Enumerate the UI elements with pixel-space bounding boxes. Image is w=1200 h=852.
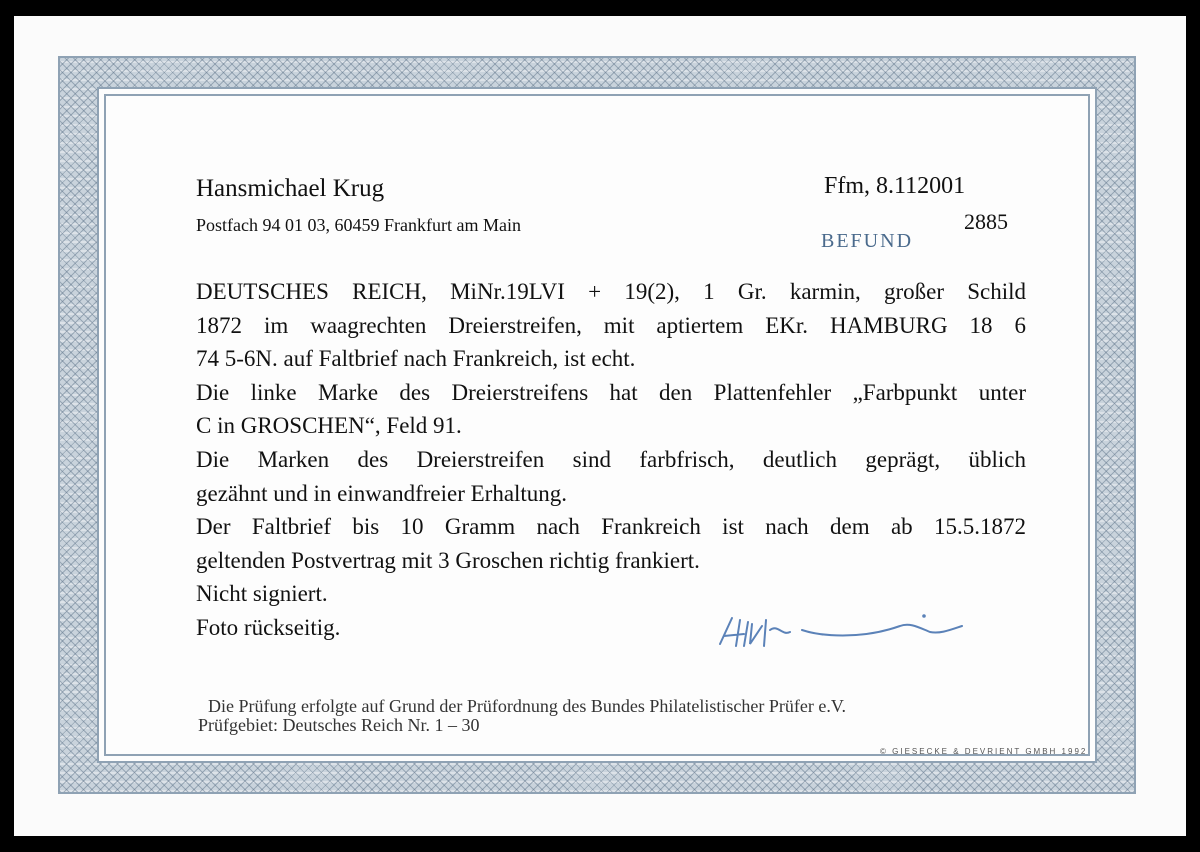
body-line: geltenden Postvertrag mit 3 Groschen richtig frankiert. [196, 547, 700, 573]
body-line: Die Marken des Dreierstreifen sind farbfrisch, deutlich geprägt, üblich [196, 446, 1026, 472]
body-line: Nicht signiert. [196, 581, 328, 607]
body-line: gezähnt und in einwandfreier Erhaltung. [196, 480, 568, 506]
examination-area: Prüfgebiet: Deutsches Reich Nr. 1 – 30 [198, 715, 480, 735]
body-line: C in GROSCHEN“, Feld 91. [196, 413, 462, 439]
printer-mark: © GIESECKE & DEVRIENT GMBH 1992 [880, 747, 1088, 756]
befund-stamp: BEFUND [821, 230, 914, 252]
certificate-number: 2885 [964, 209, 1008, 234]
body-line: Die linke Marke des Dreierstreifens hat den Plattenfehler „Farbpunkt unter [196, 379, 1026, 405]
body-line: 74 5-6N. auf Faltbrief nach Frankreich, ist echt. [196, 346, 636, 372]
body-line: DEUTSCHES REICH, MiNr.19LVI + 19(2), 1 Gr. karmin, großer Schild [196, 279, 1026, 304]
examination-note: Die Prüfung erfolgte auf Grund der Prüfordnung des Bundes Philatelistischer Prüfer e.V. [208, 696, 847, 716]
body-line: Der Faltbrief bis 10 Gramm nach Frankreich ist nach dem ab 15.5.1872 [196, 514, 1026, 540]
expert-address: Postfach 94 01 03, 60459 Frankfurt am Main [196, 215, 521, 235]
expert-name: Hansmichael Krug [196, 175, 385, 202]
certificate-date: Ffm, 8.112001 [824, 173, 966, 199]
certificate-body [196, 275, 1026, 645]
body-line: 1872 im waagrechten Dreierstreifen, mit aptiertem EKr. HAMBURG 18 6 [196, 312, 1026, 338]
body-line: Foto rückseitig. [196, 614, 341, 640]
certificate-card [104, 94, 1090, 756]
certificate-page [14, 16, 1186, 836]
signature [710, 606, 970, 656]
